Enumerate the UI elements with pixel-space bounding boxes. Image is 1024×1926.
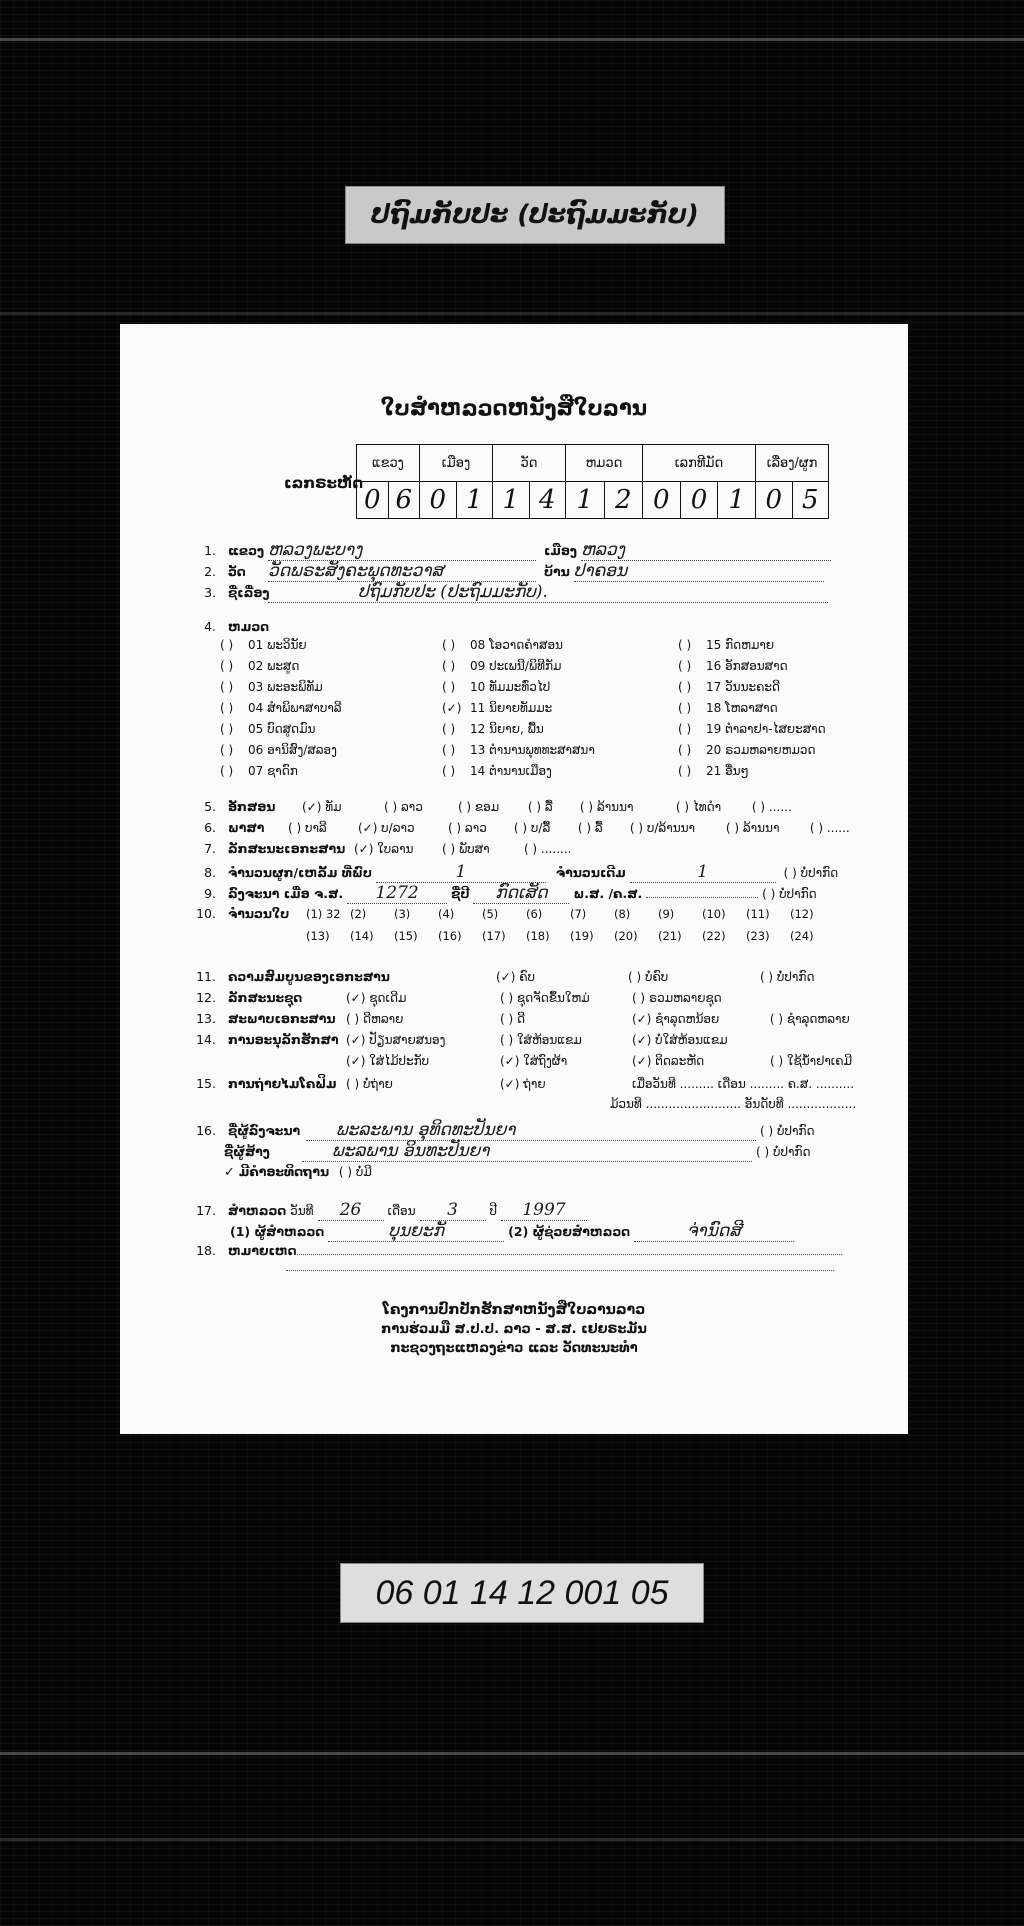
remarks-line [286, 1270, 834, 1271]
option: ( ) ໃສ່ຫ້ອນແຂມ [499, 1033, 582, 1047]
film-scratch [0, 1752, 1024, 1755]
category-option: ( ) 07 ຊາດົກ [220, 764, 298, 778]
category-option: ( ) 17 ວັນນະຄະດີ [678, 680, 780, 694]
year-name-value: ກົດເສັດ [473, 883, 569, 904]
option: ( ) ...... [809, 821, 850, 835]
code-header: ເລື່ອງ/ຜູກ [756, 445, 829, 482]
field-province: 1. ແຂວງ ຫລວງພະບາງ ເມືອງ ຫລວງ [190, 540, 831, 561]
code-digit: 4 [529, 482, 566, 519]
code-digit: 0 [357, 482, 389, 519]
option: ( ) ບໍ່ປາກົດ [759, 970, 815, 984]
code-grid [356, 444, 829, 519]
field-set-type: 12. ລັກສະນະຊຸດ (✓) ຊຸດເດີມ ( ) ຊຸດຈັດຂຶ້ນໃຫມ່ ( ) ຣວມຫລາຍຊຸດ [196, 990, 722, 1005]
option: (✓) ໃສ່ຖົງຜ້າ [499, 1054, 568, 1068]
category-option: ( ) 15 ກົດຫມາຍ [678, 638, 775, 652]
cs-year-value: 1272 [347, 883, 447, 904]
code-header: ຫມວດ [566, 445, 643, 482]
field-scribe: 16. ຊື່ຜູ້ລົງຈະນາ ພະລະພານ ອຸທິດທະປັນຍາ ( ) ບໍ່ປາກົດ [196, 1120, 815, 1140]
code-digit: 0 [420, 482, 457, 519]
leaf-count-cell: (19) [570, 929, 594, 943]
field-language: 6. ພາສາ ( ) ບາລີ (✓) ບ/ລາວ ( ) ລາວ ( ) ບ/ລື້ ( ) ລື້ ( ) ບ/ລ້ານນາ ( ) ລ້ານນາ ( ) ...... [204, 820, 850, 835]
field-temple: 2. ວັດ ວັດພຣະສັງຄະພຸດທະວາສ ບ້ານ ປາຄອນ [190, 561, 824, 582]
field-category: 4. ຫມວດ [204, 619, 270, 634]
remarks-line [294, 1242, 842, 1255]
option: (✓) ຖ່າຍ [499, 1077, 546, 1091]
survey-year-value: 1997 [501, 1200, 587, 1221]
field-story-title: 3. ຊື່ເລື່ອງ ປຖົມກັບປະ (ປະຖົມມະກັບ). [190, 582, 828, 603]
leaf-count-cell: (10) [702, 907, 726, 921]
option: (✓) ທັມ [301, 800, 342, 814]
category-option: ( ) 12 ນິຍາຍ, ພື້ນ [442, 722, 544, 736]
category-option: (✓) 11 ນິຍາຍທັມມະ [442, 701, 553, 715]
code-header: ແຂວງ [357, 445, 420, 482]
code-digit: 1 [718, 482, 756, 519]
option: ( ) ບ/ລ້ານນາ [629, 821, 695, 835]
category-option: ( ) 16 ອັກສອນສາດ [678, 659, 788, 673]
code-digit: 0 [643, 482, 681, 519]
option: ( ) ບ/ລື້ [513, 821, 551, 835]
leaf-count-cell: (13) [306, 929, 330, 943]
category-option: ( ) 13 ຕຳນານພຸທທະສາສນາ [442, 743, 595, 757]
film-scratch [0, 38, 1024, 41]
leaf-count-cell: (24) [790, 929, 814, 943]
option: ( ) ຂອມ [457, 800, 500, 814]
field-condition: 13. ສະພາບເອກະສານ ( ) ດີຫລາຍ ( ) ດີ (✓) ຊຳລຸດຫນ້ອຍ ( ) ຊຳລຸດຫລາຍ [196, 1011, 850, 1026]
surveyor-value: ບຸນຍະກັ [328, 1221, 504, 1242]
village-value: ປາຄອນ [574, 561, 824, 582]
leaf-count-cell: (7) [570, 907, 587, 921]
code-header: ເລກທີມັດ [643, 445, 756, 482]
sponsor-value: ພະລພານ ອິນທະປັນຍາ [302, 1141, 752, 1162]
field-conservation-row2 [346, 1053, 852, 1068]
film-scratch [0, 1838, 1024, 1841]
leaf-count-cell: (9) [658, 907, 675, 921]
field-microfilm: 15. ການຖ່າຍໄມໂຄຟິມ ( ) ບໍ່ຖ່າຍ (✓) ຖ່າຍ ເມື່ອວັນທີ ......... ເດືອນ ......... ຄ.ສ. .......... [196, 1076, 855, 1091]
survey-month-value: 3 [420, 1200, 486, 1221]
scribe-value: ພະລະພານ ອຸທິດທະປັນຍາ [306, 1120, 756, 1141]
footer-cooperation: ການຮ່ວມມື ສ.ປ.ປ. ລາວ - ສ.ສ. ເຢຍຣະມັນ [381, 1322, 647, 1337]
leaf-count-cell: (12) [790, 907, 814, 921]
leaf-count-cell: (14) [350, 929, 374, 943]
leaf-count-cell: (16) [438, 929, 462, 943]
option: (✓) ປັຽນສາຍສນອງ [345, 1033, 446, 1047]
leaf-count-cell: (3) [394, 907, 411, 921]
category-option: ( ) 03 ພະອະພິທັມ [220, 680, 323, 694]
field-remarks: 18. ຫມາຍເຫດ [190, 1242, 842, 1258]
bundle-original-value: 1 [630, 862, 776, 883]
option: (✓) ຕິດລະຫັດ [631, 1054, 705, 1068]
category-option: ( ) 08 ໂອວາດຄຳສອນ [442, 638, 563, 652]
code-label: ເລກຣະຫັດ [284, 474, 364, 492]
leaf-count-cell: (1) 32 [306, 907, 341, 921]
category-option: ( ) 02 ພະສູດ [220, 659, 300, 673]
leaf-count-cell: (4) [438, 907, 455, 921]
film-scratch [0, 312, 1024, 315]
field-script: 5. ອັກສອນ (✓) ທັມ ( ) ລາວ ( ) ຂອມ ( ) ລື້ ( ) ລ້ານນາ ( ) ໄທດຳ ( ) ...... [204, 799, 792, 814]
category-option: ( ) 10 ທັມມະທົ່ວໄປ [442, 680, 551, 694]
leaf-count-cell: (15) [394, 929, 418, 943]
assistant-value: ຈ່ານົດສີ [634, 1221, 794, 1242]
option: ( ) ........ [523, 842, 572, 856]
field-inscription-date: 9. ລົງຈະນາ ເມື່ອ ຈ.ສ. 1272 ຊື່ປີ ກົດເສັດ ພ.ສ. /ຄ.ສ. ( ) ບໍ່ປາກົດ [204, 883, 817, 903]
leaf-count-cell: (6) [526, 907, 543, 921]
category-option: ( ) 06 ອານິສົງ/ສລອງ [220, 743, 337, 757]
story-title-value: ປຖົມກັບປະ (ປະຖົມມະກັບ). [268, 582, 828, 603]
option: (✓) ຄົບ [495, 970, 535, 984]
footer-ministry: ກະຊວງຖະແຫລງຂ່າວ ແລະ ວັດທະນະທຳ [390, 1341, 638, 1356]
title-label-strip: ປຖົມກັບປະ (ປະຖົມມະກັບ) [345, 186, 725, 244]
leaf-count-cell: (22) [702, 929, 726, 943]
field-bundle-count: 8. ຈຳນວນຜູກ/ເຫລັ້ມ ທີ່ພົບ 1 ຈຳນວນເດີມ 1 ( ) ບໍ່ປາກົດ [204, 862, 839, 882]
option: ( ) ລາວ [447, 821, 487, 835]
leaf-count-cell: (8) [614, 907, 631, 921]
field-survey-date: 17. ສຳຫລວດ ວັນທີ 26 ເດືອນ 3 ປີ 1997 [190, 1200, 587, 1221]
leaf-count-cell: (17) [482, 929, 506, 943]
code-header: ເມືອງ [420, 445, 493, 482]
option: (✓) ໃສ່ໄມ້ປະກັບ [346, 1054, 430, 1068]
option: ( ) ລື້ [527, 800, 553, 814]
category-option: ( ) 18 ໂຫລາສາດ [678, 701, 778, 715]
leaf-count-cell: (20) [614, 929, 638, 943]
code-header: ວັດ [493, 445, 566, 482]
option: ( ) ດີ [499, 1012, 525, 1026]
category-option: ( ) 21 ອື່ນໆ [678, 764, 749, 778]
option: (✓) ບໍ່ໃສ່ຫ້ອນແຂມ [631, 1033, 728, 1047]
field-surveyors: (1) ຜູ້ສຳຫລວດ ບຸນຍະກັ (2) ຜູ້ຊ່ວຍສຳຫລວດ ຈ່ານົດສີ [230, 1221, 794, 1242]
category-option: ( ) 05 ບົດສູດມົນ [220, 722, 316, 736]
leaf-count-cell: (2) [350, 907, 367, 921]
option: ( ) ໃຊ້ນ້ຳຢາເຄມີ [769, 1054, 852, 1068]
option: ( ) ບໍ່ຄົບ [627, 970, 669, 984]
category-option: ( ) 04 ສຳພິພາສາບາລີ [220, 701, 342, 715]
survey-form-sheet [120, 324, 908, 1434]
code-digit: 1 [493, 482, 530, 519]
field-completeness: 11. ຄວາມສົມບູນຂອງເອກະສານ (✓) ຄົບ ( ) ບໍ່ຄົບ ( ) ບໍ່ປາກົດ [196, 969, 815, 984]
option: ( ) ບໍ່ຖ່າຍ [345, 1077, 393, 1091]
leaf-count-cell: (18) [526, 929, 550, 943]
footer-project: ໂຄງການປົກປັກຮັກສາຫນັງສືໃບລານລາວ [382, 1302, 646, 1318]
field-prayer: ✓ ມີຄຳອະທິດຖານ ( ) ບໍ່ມີ [224, 1164, 372, 1180]
leaf-count-cell: (5) [482, 907, 499, 921]
field-doc-type: 7. ລັກສະນະເອກະສານ (✓) ໃບລານ ( ) ພັບສາ ( ) ........ [204, 841, 572, 856]
code-digit: 0 [680, 482, 718, 519]
code-digit: 0 [756, 482, 793, 519]
code-digit: 1 [566, 482, 605, 519]
category-option: ( ) 14 ຕຳນານເມືອງ [442, 764, 552, 778]
category-option: ( ) 20 ຣວມຫລາຍຫມວດ [678, 743, 816, 757]
option: ( ) ຊຳລຸດຫລາຍ [769, 1012, 850, 1026]
bundle-found-value: 1 [376, 862, 546, 883]
option: ( ) ລ້ານນາ [725, 821, 780, 835]
code-digit: 6 [388, 482, 420, 519]
option: ( ) ດີຫລາຍ [345, 1012, 404, 1026]
temple-value: ວັດພຣະສັງຄະພຸດທະວາສ [268, 561, 536, 582]
option: (✓) ບ/ລາວ [357, 821, 415, 835]
district-value: ຫລວງ [581, 540, 831, 561]
microfilm-reel: ມ້ວນທີ ......................... ອັນດັບທີ .................. [610, 1097, 857, 1111]
option: ( ) ລາວ [383, 800, 423, 814]
option: ( ) ຊຸດຈັດຂຶ້ນໃຫມ່ [499, 991, 590, 1005]
code-label-strip: 06 01 14 12 001 05 [340, 1563, 704, 1623]
option: (✓) ໃບລານ [353, 842, 414, 856]
code-digit: 5 [792, 482, 829, 519]
leaf-count-cell: (11) [746, 907, 770, 921]
option: (✓) ຊຸດເດີມ [345, 991, 407, 1005]
code-digit: 2 [604, 482, 643, 519]
leaf-count-cell: (23) [746, 929, 770, 943]
leaf-count-cell: (21) [658, 929, 682, 943]
survey-day-value: 26 [318, 1200, 384, 1221]
field-leaf-count: 10. ຈຳນວນໃບ [196, 906, 290, 921]
option: ( ) ...... [751, 800, 792, 814]
province-value: ຫລວງພະບາງ [268, 540, 536, 561]
option: ( ) ຣວມຫລາຍຊຸດ [631, 991, 722, 1005]
option: ( ) ລື້ [577, 821, 603, 835]
option: (✓) ຊຳລຸດຫນ້ອຍ [631, 1012, 720, 1026]
category-option: ( ) 09 ປະເພນີ/ພິທີກັມ [442, 659, 562, 673]
option: ( ) ໄທດຳ [675, 800, 722, 814]
option: ( ) ບາລີ [287, 821, 327, 835]
field-sponsor: ຊື່ຜູ້ສ້າງ ພະລພານ ອິນທະປັນຍາ ( ) ບໍ່ປາກົດ [224, 1141, 811, 1161]
category-option: ( ) 19 ຕຳລາຢາ-ໄສຍະສາດ [678, 722, 826, 736]
option: ( ) ພັບສາ [441, 842, 490, 856]
form-title: ໃບສຳຫລວດຫນັງສືໃບລານ [380, 396, 648, 420]
field-conservation: 14. ການອະນຸລັກຮັກສາ (✓) ປັຽນສາຍສນອງ ( ) ໃສ່ຫ້ອນແຂມ (✓) ບໍ່ໃສ່ຫ້ອນແຂມ [196, 1032, 728, 1047]
option: ( ) ລ້ານນາ [579, 800, 634, 814]
code-digit: 1 [456, 482, 493, 519]
category-option: ( ) 01 ພະວິນັຍ [220, 638, 307, 652]
